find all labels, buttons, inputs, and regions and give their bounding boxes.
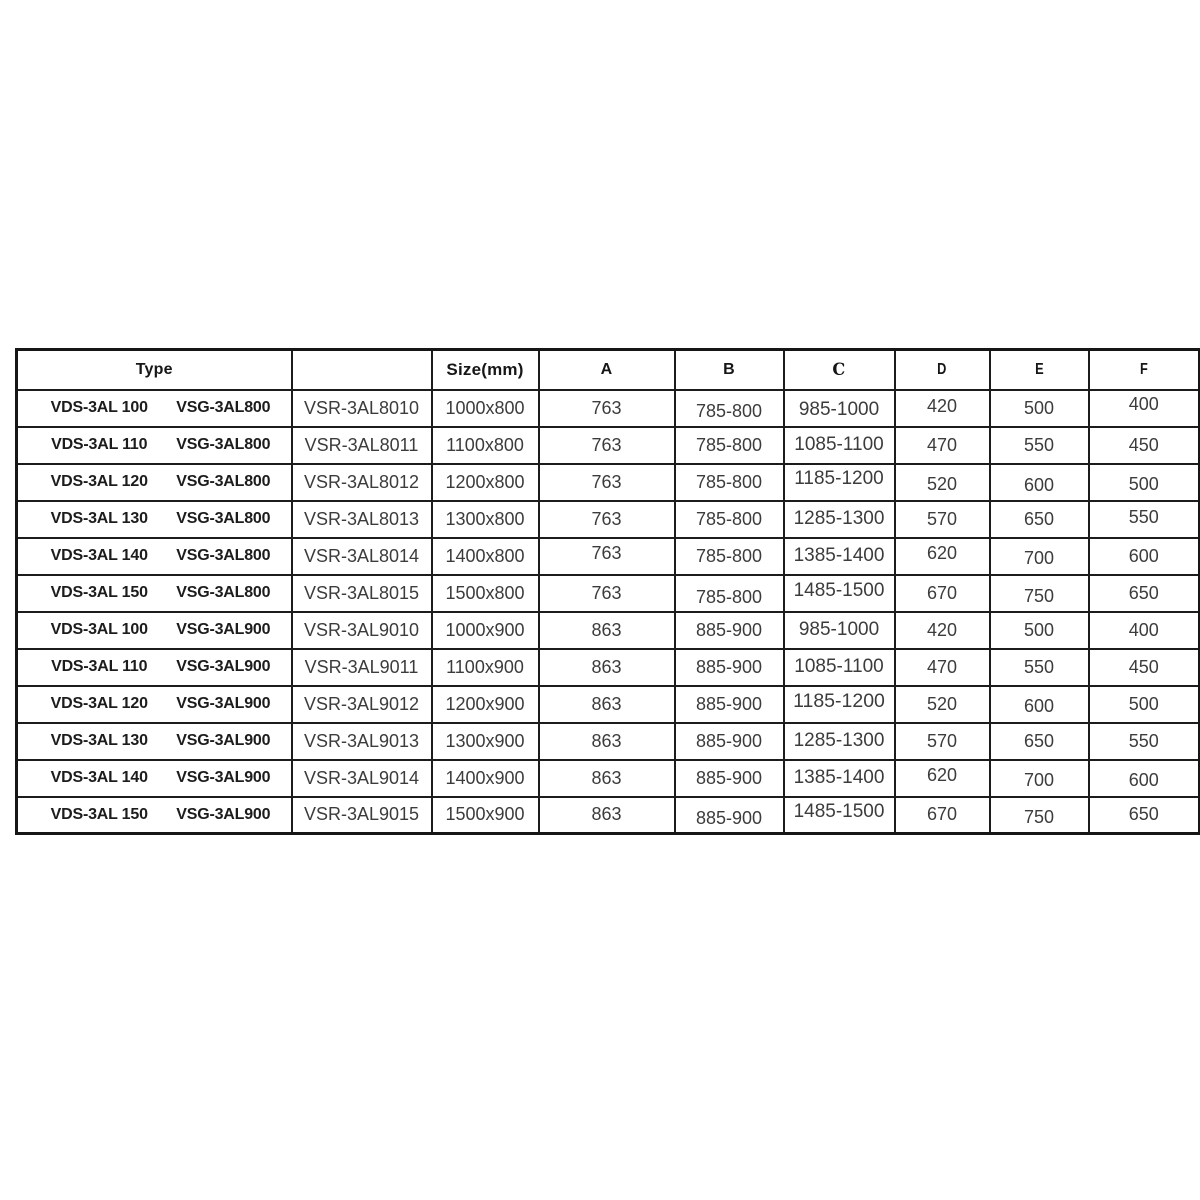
type-code-vsg: VSG-3AL800 — [176, 547, 271, 564]
dim-e-cell — [990, 723, 1089, 760]
model-cell — [292, 612, 432, 649]
dim-b-cell-value: 885-900 — [695, 808, 763, 829]
dim-b-cell-value: 785-800 — [695, 545, 763, 566]
dim-d-cell — [895, 501, 990, 538]
dim-a-cell-value: 763 — [591, 471, 622, 492]
dim-a-cell — [539, 464, 675, 501]
col-header-b — [675, 350, 784, 390]
dim-e-cell-value: 700 — [1023, 547, 1055, 568]
dim-c-cell-value: 1485-1500 — [793, 800, 885, 822]
dim-c-cell — [784, 501, 895, 538]
table-row — [17, 575, 1200, 612]
type-cell — [17, 797, 292, 834]
type-code-vds: VDS-3AL 150 — [50, 584, 148, 601]
col-header-f-label: F — [1139, 360, 1148, 378]
dim-c-cell-value: 1285-1300 — [793, 730, 885, 751]
model-cell-value: VSR-3AL9010 — [303, 619, 420, 640]
dim-f-cell — [1089, 501, 1200, 538]
dim-d-cell — [895, 390, 990, 427]
model-cell — [292, 464, 432, 501]
dim-e-cell-value: 550 — [1023, 434, 1055, 455]
dim-e-cell — [990, 427, 1089, 464]
table-row — [17, 427, 1200, 464]
type-cell — [17, 649, 292, 686]
table-row — [17, 797, 1200, 834]
model-cell-value: VSR-3AL9015 — [303, 804, 420, 825]
dim-f-cell — [1089, 575, 1200, 612]
type-code-vsg: VSG-3AL900 — [176, 658, 271, 675]
model-cell-value: VSR-3AL9014 — [303, 767, 420, 788]
dim-e-cell-value: 750 — [1023, 807, 1055, 828]
size-cell-value: 1300x900 — [445, 730, 525, 751]
type-code-vds: VDS-3AL 130 — [50, 732, 148, 749]
model-cell — [292, 575, 432, 612]
dim-f-cell-value: 650 — [1128, 804, 1159, 825]
size-cell — [432, 501, 539, 538]
dim-c-cell — [784, 427, 895, 464]
type-cell — [17, 427, 292, 464]
col-header-b-label: B — [723, 360, 735, 378]
dim-c-cell — [784, 723, 895, 760]
dim-a-cell-value: 863 — [591, 730, 622, 751]
dim-e-cell-value: 700 — [1023, 769, 1055, 790]
model-cell — [292, 723, 432, 760]
dim-d-cell-value: 520 — [926, 693, 958, 714]
table-row — [17, 464, 1200, 501]
type-code-vds: VDS-3AL 120 — [50, 695, 148, 712]
dim-c-cell-value: 1185-1200 — [793, 689, 885, 712]
size-cell-value: 1500x800 — [445, 582, 525, 603]
dim-e-cell-value: 650 — [1023, 508, 1055, 529]
dim-c-cell — [784, 797, 895, 834]
dim-a-cell-value: 863 — [591, 656, 622, 677]
dim-e-cell — [990, 797, 1089, 834]
col-header-f — [1089, 350, 1200, 390]
dim-c-cell — [784, 464, 895, 501]
dim-f-cell — [1089, 686, 1200, 723]
type-code-vsg: VSG-3AL900 — [176, 769, 271, 786]
table-row — [17, 538, 1200, 575]
dim-c-cell-value: 1085-1100 — [794, 434, 884, 455]
dim-f-cell — [1089, 649, 1200, 686]
table-row — [17, 760, 1200, 797]
dim-d-cell-value: 620 — [926, 542, 958, 563]
dim-d-cell-value: 570 — [926, 730, 958, 751]
dim-b-cell — [675, 464, 784, 501]
size-cell-value: 1300x800 — [445, 508, 525, 529]
size-cell-value: 1200x900 — [445, 693, 525, 714]
type-code-vsg: VSG-3AL900 — [176, 695, 271, 712]
dim-c-cell-value: 985-1000 — [798, 399, 880, 420]
size-cell-value: 1200x800 — [445, 471, 525, 492]
dim-e-cell — [990, 501, 1089, 538]
dim-f-cell-value: 600 — [1128, 769, 1159, 790]
dim-b-cell-value: 785-800 — [695, 471, 763, 492]
model-cell-value: VSR-3AL8014 — [303, 545, 420, 566]
size-cell — [432, 464, 539, 501]
dim-c-cell — [784, 649, 895, 686]
dim-f-cell-value: 550 — [1128, 730, 1159, 751]
dim-f-cell-value: 500 — [1128, 473, 1159, 494]
dim-d-cell-value: 570 — [926, 508, 958, 529]
size-cell — [432, 612, 539, 649]
size-cell-value: 1400x800 — [445, 545, 525, 566]
size-cell-value: 1100x900 — [446, 656, 524, 677]
col-header-e — [990, 350, 1089, 390]
type-code-vsg: VSG-3AL800 — [176, 510, 271, 527]
model-cell — [292, 427, 432, 464]
spec-table-header — [17, 350, 1200, 390]
dim-e-cell-value: 550 — [1023, 656, 1055, 677]
model-cell — [292, 686, 432, 723]
dim-a-cell — [539, 538, 675, 575]
dim-b-cell-value: 885-900 — [695, 730, 763, 751]
dim-c-cell-value: 1285-1300 — [793, 508, 885, 529]
type-code-vds: VDS-3AL 110 — [51, 436, 148, 453]
dim-b-cell-value: 885-900 — [695, 619, 763, 640]
type-code-vds: VDS-3AL 140 — [50, 547, 148, 564]
dim-b-cell — [675, 390, 784, 427]
type-cell — [17, 575, 292, 612]
dim-b-cell-value: 885-900 — [695, 656, 763, 677]
type-code-vds: VDS-3AL 120 — [50, 473, 148, 490]
dim-c-cell-value: 1485-1500 — [793, 580, 885, 601]
dim-a-cell — [539, 797, 675, 834]
dim-e-cell-value: 650 — [1023, 730, 1055, 751]
dim-b-cell — [675, 501, 784, 538]
dim-d-cell-value: 620 — [926, 764, 958, 785]
dim-d-cell — [895, 575, 990, 612]
type-code-vds: VDS-3AL 130 — [50, 510, 148, 527]
model-cell-value: VSR-3AL8013 — [303, 508, 420, 529]
dim-f-cell — [1089, 797, 1200, 834]
col-header-size — [432, 350, 539, 390]
model-cell — [292, 390, 432, 427]
size-cell — [432, 760, 539, 797]
dim-f-cell-value: 450 — [1128, 434, 1159, 455]
dim-e-cell — [990, 538, 1089, 575]
dim-d-cell — [895, 760, 990, 797]
size-cell-value: 1100x800 — [446, 434, 524, 455]
dim-a-cell-value: 763 — [591, 508, 622, 529]
dim-b-cell — [675, 612, 784, 649]
dim-c-cell — [784, 575, 895, 612]
size-cell — [432, 575, 539, 612]
size-cell — [432, 390, 539, 427]
dim-a-cell — [539, 390, 675, 427]
size-cell — [432, 797, 539, 834]
type-code-vsg: VSG-3AL800 — [176, 436, 271, 453]
table-row — [17, 686, 1200, 723]
type-code-vsg: VSG-3AL900 — [176, 621, 271, 638]
table-row — [17, 390, 1200, 427]
type-code-vsg: VSG-3AL900 — [176, 805, 271, 823]
model-cell — [292, 797, 432, 834]
dim-b-cell — [675, 427, 784, 464]
dim-b-cell-value: 785-800 — [695, 508, 763, 529]
dim-e-cell — [990, 575, 1089, 612]
dim-f-cell — [1089, 427, 1200, 464]
dim-f-cell-value: 500 — [1128, 693, 1159, 714]
dim-c-cell-value: 985-1000 — [798, 619, 880, 640]
dim-e-cell — [990, 760, 1089, 797]
col-header-type — [17, 350, 292, 390]
col-header-d — [895, 350, 990, 390]
type-cell — [17, 538, 292, 575]
type-cell — [17, 501, 292, 538]
dim-e-cell — [990, 390, 1089, 427]
dim-d-cell-value: 670 — [926, 582, 958, 603]
dim-b-cell-value: 885-900 — [695, 767, 763, 788]
dim-c-cell — [784, 760, 895, 797]
table-row — [17, 501, 1200, 538]
dim-a-cell-value: 863 — [591, 767, 622, 788]
dim-c-cell-value: 1185-1200 — [794, 468, 884, 489]
dim-a-cell — [539, 649, 675, 686]
dim-a-cell — [539, 501, 675, 538]
size-cell — [432, 686, 539, 723]
type-code-vsg: VSG-3AL800 — [176, 584, 271, 601]
dim-a-cell-value: 863 — [591, 693, 622, 714]
type-code-vds: VDS-3AL 140 — [50, 769, 148, 786]
col-header-e-label: E — [1034, 360, 1044, 378]
dim-e-cell — [990, 686, 1089, 723]
dim-d-cell — [895, 649, 990, 686]
size-cell-value: 1000x800 — [445, 397, 525, 418]
dim-d-cell-value: 470 — [926, 656, 958, 677]
dim-d-cell-value: 420 — [926, 395, 958, 416]
dim-f-cell-value: 650 — [1128, 582, 1159, 603]
table-row — [17, 723, 1200, 760]
dim-b-cell-value: 785-800 — [695, 400, 763, 421]
dim-b-cell — [675, 575, 784, 612]
dim-e-cell-value: 600 — [1023, 695, 1055, 716]
dim-a-cell-value: 763 — [591, 434, 622, 455]
dim-b-cell-value: 885-900 — [695, 693, 763, 714]
col-header-a — [539, 350, 675, 390]
type-code-vds: VDS-3AL 100 — [50, 621, 148, 638]
dim-d-cell — [895, 686, 990, 723]
type-cell — [17, 612, 292, 649]
dim-a-cell-value: 863 — [591, 804, 622, 825]
dim-e-cell-value: 500 — [1023, 619, 1055, 640]
dim-d-cell-value: 420 — [926, 619, 958, 640]
size-cell-value: 1400x900 — [445, 767, 525, 788]
type-cell — [17, 686, 292, 723]
dim-f-cell — [1089, 538, 1200, 575]
col-header-d-label: D — [937, 360, 947, 378]
dim-d-cell-value: 520 — [926, 473, 958, 494]
dim-d-cell — [895, 723, 990, 760]
dim-e-cell — [990, 464, 1089, 501]
spec-table-body — [17, 390, 1200, 834]
model-cell-value: VSR-3AL9011 — [304, 656, 419, 677]
col-header-c-label: C — [832, 359, 846, 380]
type-code-vds: VDS-3AL 150 — [50, 805, 148, 823]
dim-d-cell — [895, 427, 990, 464]
dim-a-cell-value: 763 — [591, 397, 622, 418]
size-cell — [432, 427, 539, 464]
model-cell-value: VSR-3AL8012 — [303, 471, 420, 492]
col-header-type-label: Type — [135, 360, 173, 378]
dim-b-cell — [675, 686, 784, 723]
dim-c-cell-value: 1085-1100 — [794, 656, 884, 677]
type-cell — [17, 390, 292, 427]
dim-a-cell-value: 863 — [591, 619, 622, 640]
type-code-vds: VDS-3AL 110 — [51, 658, 148, 675]
model-cell — [292, 501, 432, 538]
dim-d-cell — [895, 464, 990, 501]
type-cell — [17, 760, 292, 797]
dim-a-cell — [539, 612, 675, 649]
dim-a-cell — [539, 686, 675, 723]
dim-f-cell — [1089, 760, 1200, 797]
dim-e-cell — [990, 612, 1089, 649]
dim-f-cell-value: 600 — [1128, 545, 1159, 566]
size-cell — [432, 538, 539, 575]
dim-f-cell-value: 400 — [1128, 393, 1159, 414]
dim-e-cell — [990, 649, 1089, 686]
col-header-c — [784, 350, 895, 390]
dim-a-cell — [539, 760, 675, 797]
col-header-blank — [292, 350, 432, 390]
dim-a-cell-value: 763 — [591, 542, 622, 563]
dim-c-cell-value: 1385-1400 — [793, 545, 885, 566]
dim-d-cell — [895, 538, 990, 575]
dim-e-cell-value: 500 — [1023, 397, 1055, 418]
size-cell-value: 1000x900 — [445, 619, 525, 640]
dim-b-cell-value: 785-800 — [695, 434, 763, 455]
dim-e-cell-value: 600 — [1023, 474, 1055, 495]
type-code-vsg: VSG-3AL800 — [176, 399, 271, 416]
table-row — [17, 649, 1200, 686]
dim-a-cell-value: 763 — [591, 582, 622, 603]
model-cell-value: VSR-3AL8015 — [303, 582, 420, 603]
dim-a-cell — [539, 723, 675, 760]
dim-e-cell-value: 750 — [1023, 585, 1055, 606]
dim-c-cell — [784, 390, 895, 427]
dim-c-cell-value: 1385-1400 — [793, 767, 885, 788]
header-row — [17, 350, 1200, 390]
dim-f-cell — [1089, 612, 1200, 649]
dim-f-cell-value: 400 — [1128, 619, 1159, 640]
model-cell-value: VSR-3AL8011 — [304, 434, 419, 455]
dim-f-cell — [1089, 464, 1200, 501]
model-cell — [292, 538, 432, 575]
dim-d-cell — [895, 797, 990, 834]
dim-c-cell — [784, 612, 895, 649]
model-cell — [292, 760, 432, 797]
type-code-vsg: VSG-3AL900 — [176, 732, 271, 749]
dim-f-cell — [1089, 390, 1200, 427]
dim-b-cell — [675, 797, 784, 834]
model-cell-value: VSR-3AL8010 — [303, 397, 420, 418]
dim-d-cell-value: 470 — [926, 434, 958, 455]
type-cell — [17, 723, 292, 760]
dim-b-cell-value: 785-800 — [695, 586, 763, 607]
col-header-a-label: A — [600, 360, 613, 378]
table-row — [17, 612, 1200, 649]
dim-a-cell — [539, 575, 675, 612]
dim-b-cell — [675, 649, 784, 686]
dim-d-cell — [895, 612, 990, 649]
dim-c-cell — [784, 538, 895, 575]
col-header-size-label: Size(mm) — [446, 359, 524, 379]
dim-a-cell — [539, 427, 675, 464]
model-cell — [292, 649, 432, 686]
type-cell — [17, 464, 292, 501]
dim-f-cell — [1089, 723, 1200, 760]
type-code-vsg: VSG-3AL800 — [176, 473, 271, 490]
size-cell — [432, 649, 539, 686]
model-cell-value: VSR-3AL9012 — [303, 693, 420, 714]
model-cell-value: VSR-3AL9013 — [303, 730, 420, 751]
dim-b-cell — [675, 538, 784, 575]
dim-d-cell-value: 670 — [926, 804, 958, 825]
type-code-vds: VDS-3AL 100 — [50, 399, 148, 416]
dim-c-cell — [784, 686, 895, 723]
size-cell-value: 1500x900 — [445, 804, 525, 825]
size-cell — [432, 723, 539, 760]
dim-b-cell — [675, 760, 784, 797]
dim-b-cell — [675, 723, 784, 760]
spec-table — [15, 348, 1200, 835]
dim-f-cell-value: 550 — [1128, 506, 1159, 527]
dim-f-cell-value: 450 — [1128, 656, 1159, 677]
